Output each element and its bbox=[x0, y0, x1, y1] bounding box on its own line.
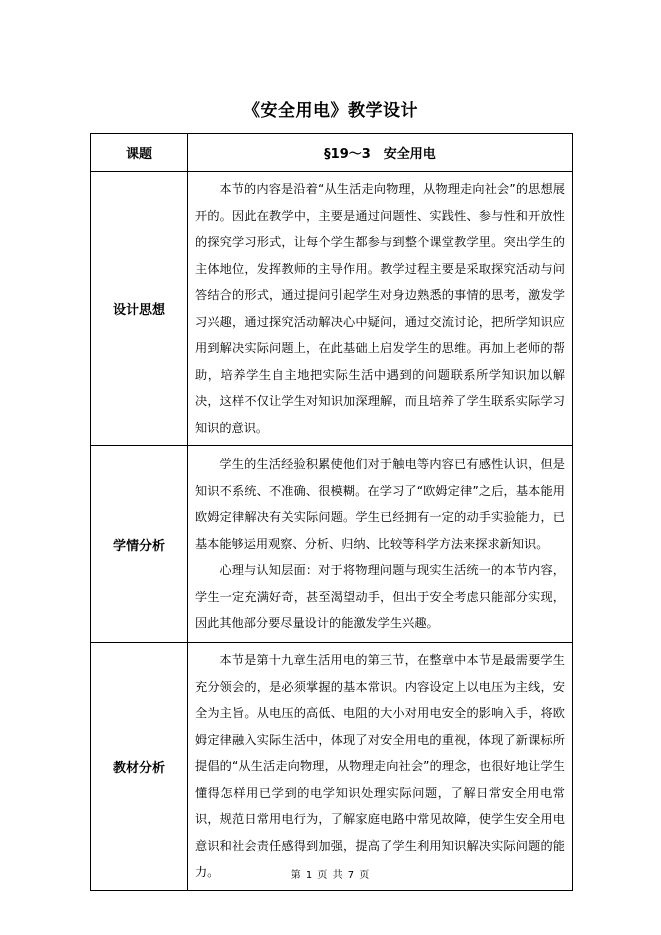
row-content-design-idea bbox=[188, 172, 573, 446]
table-header-row bbox=[91, 134, 573, 172]
paragraph: 本节是第十九章生活用电的第三节，在整章中本节是最需要学生充分领会的，是必须掌握的基本常识。内容设定上以电压为主线，安全为主旨。从电压的高低、电阻的大小对用电安全的影响入手，将欧姆定律融入实际生活中，体现了对安全用电的重视，体现了新课标所提倡的“从生活走向物理，从物理走向社会”的理念，也很好地让学生懂得怎样用已学到的电学知识处理实际问题，了解日常安全用电常识，规范日常用电行为，了解家庭电路中常见故障，使学生安全用电意识和社会责任感得到加强，提高了学生利用知识解决实际问题的能力。 bbox=[195, 653, 565, 879]
row-label-textbook-analysis: 教材分析 bbox=[91, 643, 188, 891]
row-content-textbook-analysis bbox=[188, 643, 573, 891]
lesson-plan-table bbox=[90, 133, 573, 891]
table-row-design-idea bbox=[91, 172, 573, 446]
table-row-textbook-analysis bbox=[91, 643, 573, 891]
row-content-student-analysis bbox=[188, 446, 573, 643]
row-label-student-analysis: 学情分析 bbox=[91, 446, 188, 643]
row-label-design-idea: 设计思想 bbox=[91, 172, 188, 446]
paragraph: 学生的生活经验积累使他们对于触电等内容已有感性认识，但是知识不系统、不准确、很模糊。在学习了“欧姆定律”之后，基本能用欧姆定律解决有关实际问题。学生已经拥有一定的动手实验能力，已基本能够运用观察、分析、归纳、比较等科学方法来探求新知识。 bbox=[195, 457, 565, 551]
page-number-footer: 第 1 页 共 7 页 bbox=[290, 870, 371, 881]
topic-value: §19～3 安全用电 bbox=[188, 134, 573, 172]
document-title: 《安全用电》教学设计 bbox=[243, 101, 418, 121]
table-row-student-analysis bbox=[91, 446, 573, 643]
topic-label: 课题 bbox=[91, 134, 188, 172]
paragraph: 本节的内容是沿着“从生活走向物理，从物理走向社会”的思想展开的。因此在教学中，主要是通过问题性、实践性、参与性和开放性的探究学习形式，让每个学生都参与到整个课堂教学里。突出学生的主体地位，发挥教师的主导作用。教学过程主要是采取探究活动与问答结合的形式，通过提问引起学生对身边熟悉的事情的思考，激发学习兴趣，通过探究活动解决心中疑问，通过交流讨论，把所学知识应用到解决实际问题上，在此基础上启发学生的思维。再加上老师的帮助，培养学生自主地把实际生活中遇到的问题联系所学知识加以解决，这样不仅让学生对知识加深理解，而且培养了学生联系实际学习知识的意识。 bbox=[195, 182, 565, 435]
paragraph: 心理与认知层面：对于将物理问题与现实生活统一的本节内容，学生一定充满好奇，甚至渴望动手，但出于安全考虑只能部分实现，因此其他部分要尽量设计的能激发学生兴趣。 bbox=[195, 563, 565, 631]
